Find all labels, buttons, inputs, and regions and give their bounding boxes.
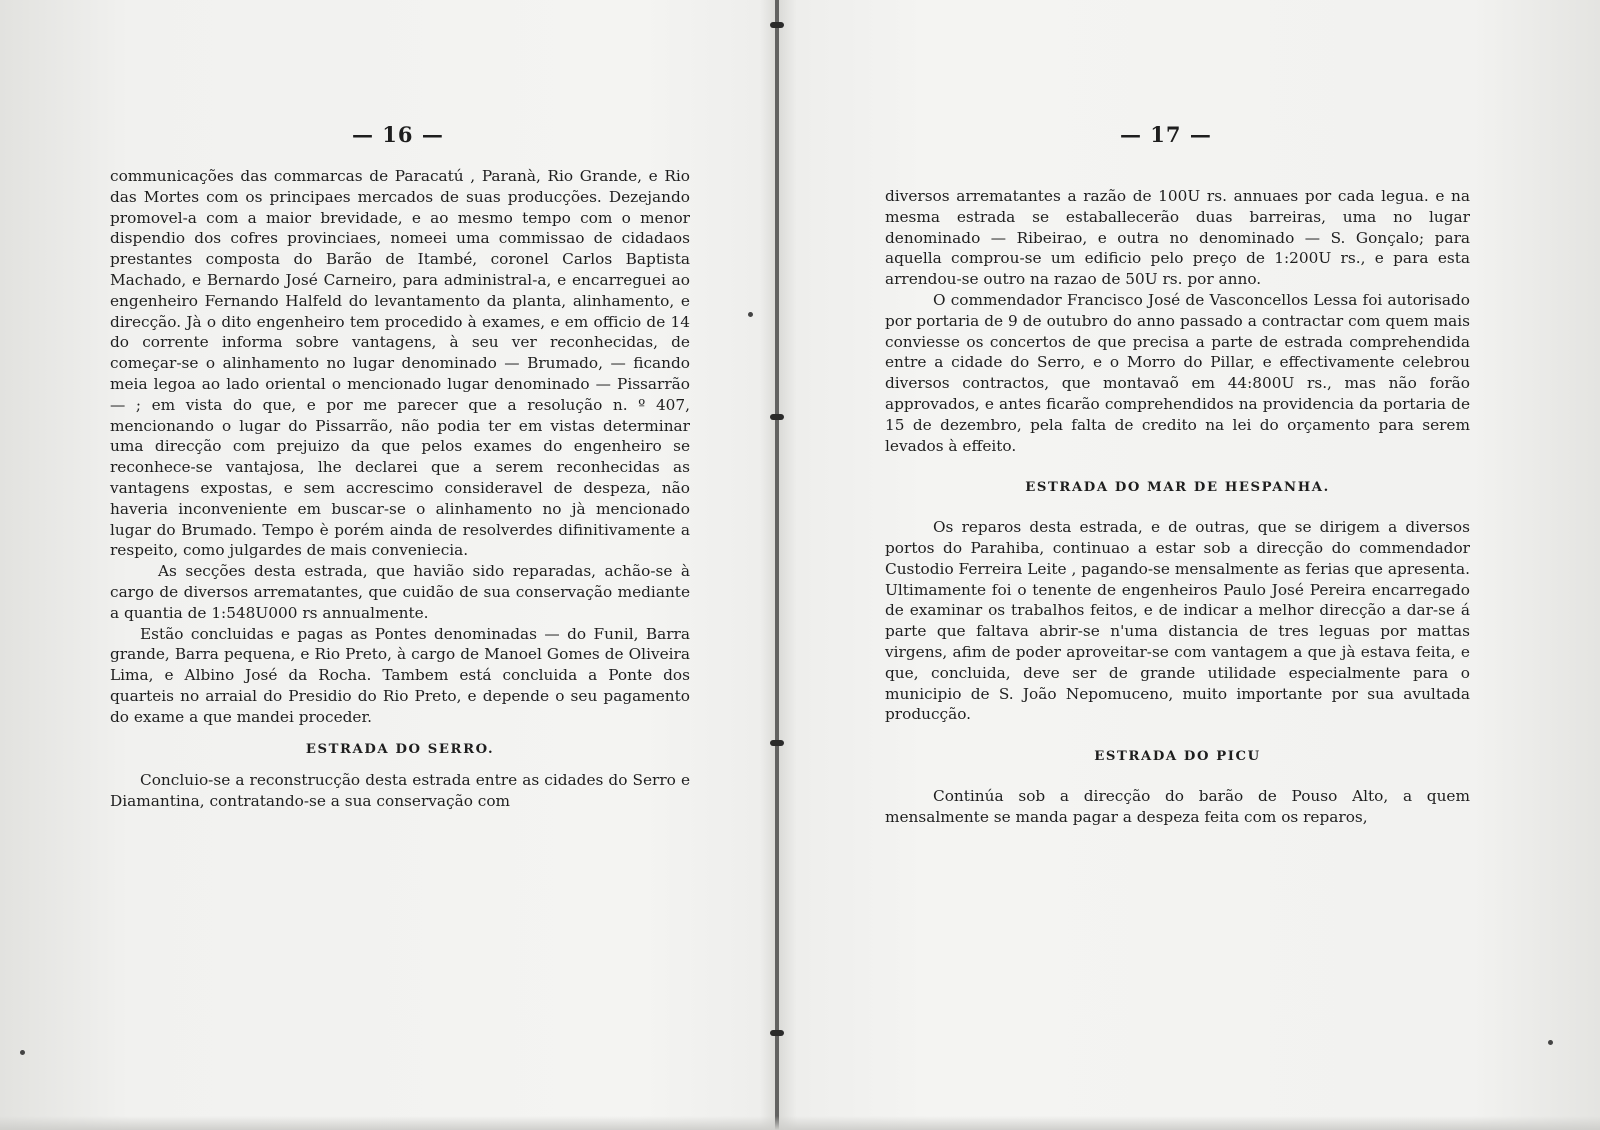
paper-speck: [748, 312, 753, 317]
right-page-text: [885, 186, 1470, 828]
body-paragraph: Concluio-se a reconstrucção desta estrada entre as cidades do Serro e Diamantina, contratando-se a sua conservação com: [110, 771, 690, 811]
right-page: [885, 0, 1470, 1130]
body-paragraph: communicações das commarcas de Paracatú , Paranà, Rio Grande, e Rio das Mortes com os principaes mercados de suas producções. Dezejando promovel-a com a maior brevidade, e ao mesmo tempo com o menor dispendio dos cofres provinciaes, nomeei uma commissao de cidadaos prestantes composta do Barão de Itambé, coronel Carlos Baptista Machado, e Bernardo José Carneiro, para administral-a, e encarreguei ao engenheiro Fernando Halfeld do levantamento da planta, alinhamento, e direcção. Jà o dito engenheiro tem procedido à exames, e em officio de 14 do corrente informa sobre vantagens, à seu ver reconhecidas, de começar-se o alinhamento no lugar denominado — Brumado, — ficando meia legoa ao lado oriental o mencionado lugar denominado — Pissarrão — ; em vista do que, e por me parecer que a resolução n. º 407, mencionando o lugar do Pissarrão, não podia ter em vistas determinar uma direcção com prejuizo da que pelos exames do engenheiro se reconhece-se vantajosa, lhe declarei que a serem reconhecidas as vantagens expostas, e sem accrescimo consideravel de despeza, não haveria inconveniente em buscar-se o alinhamento no jà mencionado lugar do Brumado. Tempo è porém ainda de resolverdes difinitivamente a respeito, como julgardes de mais conveniecia.: [110, 167, 690, 560]
paper-speck: [1548, 1040, 1553, 1045]
page-number: — 17 —: [1120, 122, 1212, 147]
page-number: — 16 —: [352, 122, 444, 147]
body-paragraph: Os reparos desta estrada, e de outras, que se dirigem a diversos portos do Parahiba, continuao a estar sob a direcção do commendador Custodio Ferreira Leite , pagando-se mensalmente as ferias que apresenta. Ultimamente foi o tenente de engenheiros Paulo José Pereira encarregado de examinar os trabalhos feitos, e de indicar a melhor direcção a dar-se á parte que faltava abrir-se n'uma distancia de tres leguas por mattas virgens, afim de poder aproveitar-se com vantagem a que jà estava feita, e que, concluida, deve ser de grande utilidade especialmente para o municipio de S. João Nepomuceno, muito importante por sua avultada producção.: [885, 518, 1470, 724]
binding-stitch: [770, 1030, 784, 1036]
binding-stitch: [770, 22, 784, 28]
body-paragraph: Estão concluidas e pagas as Pontes denominadas — do Funil, Barra grande, Barra pequena, e Rio Preto, à cargo de Manoel Gomes de Oliveira Lima, e Albino José da Rocha. Tambem está concluida a Ponte dos quarteis no arraial do Presidio do Rio Preto, e depende o seu pagamento do exame a que mandei proceder.: [110, 624, 690, 726]
body-paragraph: O commendador Francisco José de Vasconcellos Lessa foi autorisado por portaria de 9 de outubro do anno passado a contractar com quem mais conviesse os concertos de que precisa a parte de estrada comprehendida entre a cidade do Serro, e o Morro do Pillar, e effectivamente celebrou diversos contractos, que montavaõ em 44:800U rs., mas não forão approvados, e antes ficarão comprehendidos na providencia da portaria de 15 de dezembro, pela falta de credito na lei do orçamento para serem levados à effeito.: [885, 290, 1470, 455]
binding-stitch: [770, 414, 784, 420]
section-heading: ESTRADA DO MAR DE HESPANHA.: [1025, 480, 1330, 496]
body-paragraph: As secções desta estrada, que havião sido reparadas, achão-se à cargo de diversos arrematantes, que cuidão de sua conservação mediante a quantia de 1:548U000 rs annualmente.: [110, 562, 690, 622]
left-page-text: [110, 166, 690, 812]
section-heading: ESTRADA DO PICU: [1094, 749, 1261, 765]
body-paragraph: Continúa sob a direcção do barão de Pouso Alto, a quem mensalmente se manda pagar a despeza feita com os reparos,: [885, 786, 1470, 826]
book-gutter: [775, 0, 779, 1130]
body-paragraph: diversos arrematantes a razão de 100U rs. annuaes por cada legua. e na mesma estrada se estaballecerão duas barreiras, uma no lugar denominado — Ribeirao, e outra no denominado — S. Gonçalo; para aquella comprou-se um edificio pelo preço de 1:200U rs., e para esta arrendou-se outro na razao de 50U rs. por anno.: [885, 187, 1470, 289]
binding-stitch: [770, 740, 784, 746]
left-page: [110, 0, 690, 1130]
section-heading: ESTRADA DO SERRO.: [305, 741, 495, 757]
paper-speck: [20, 1050, 25, 1055]
